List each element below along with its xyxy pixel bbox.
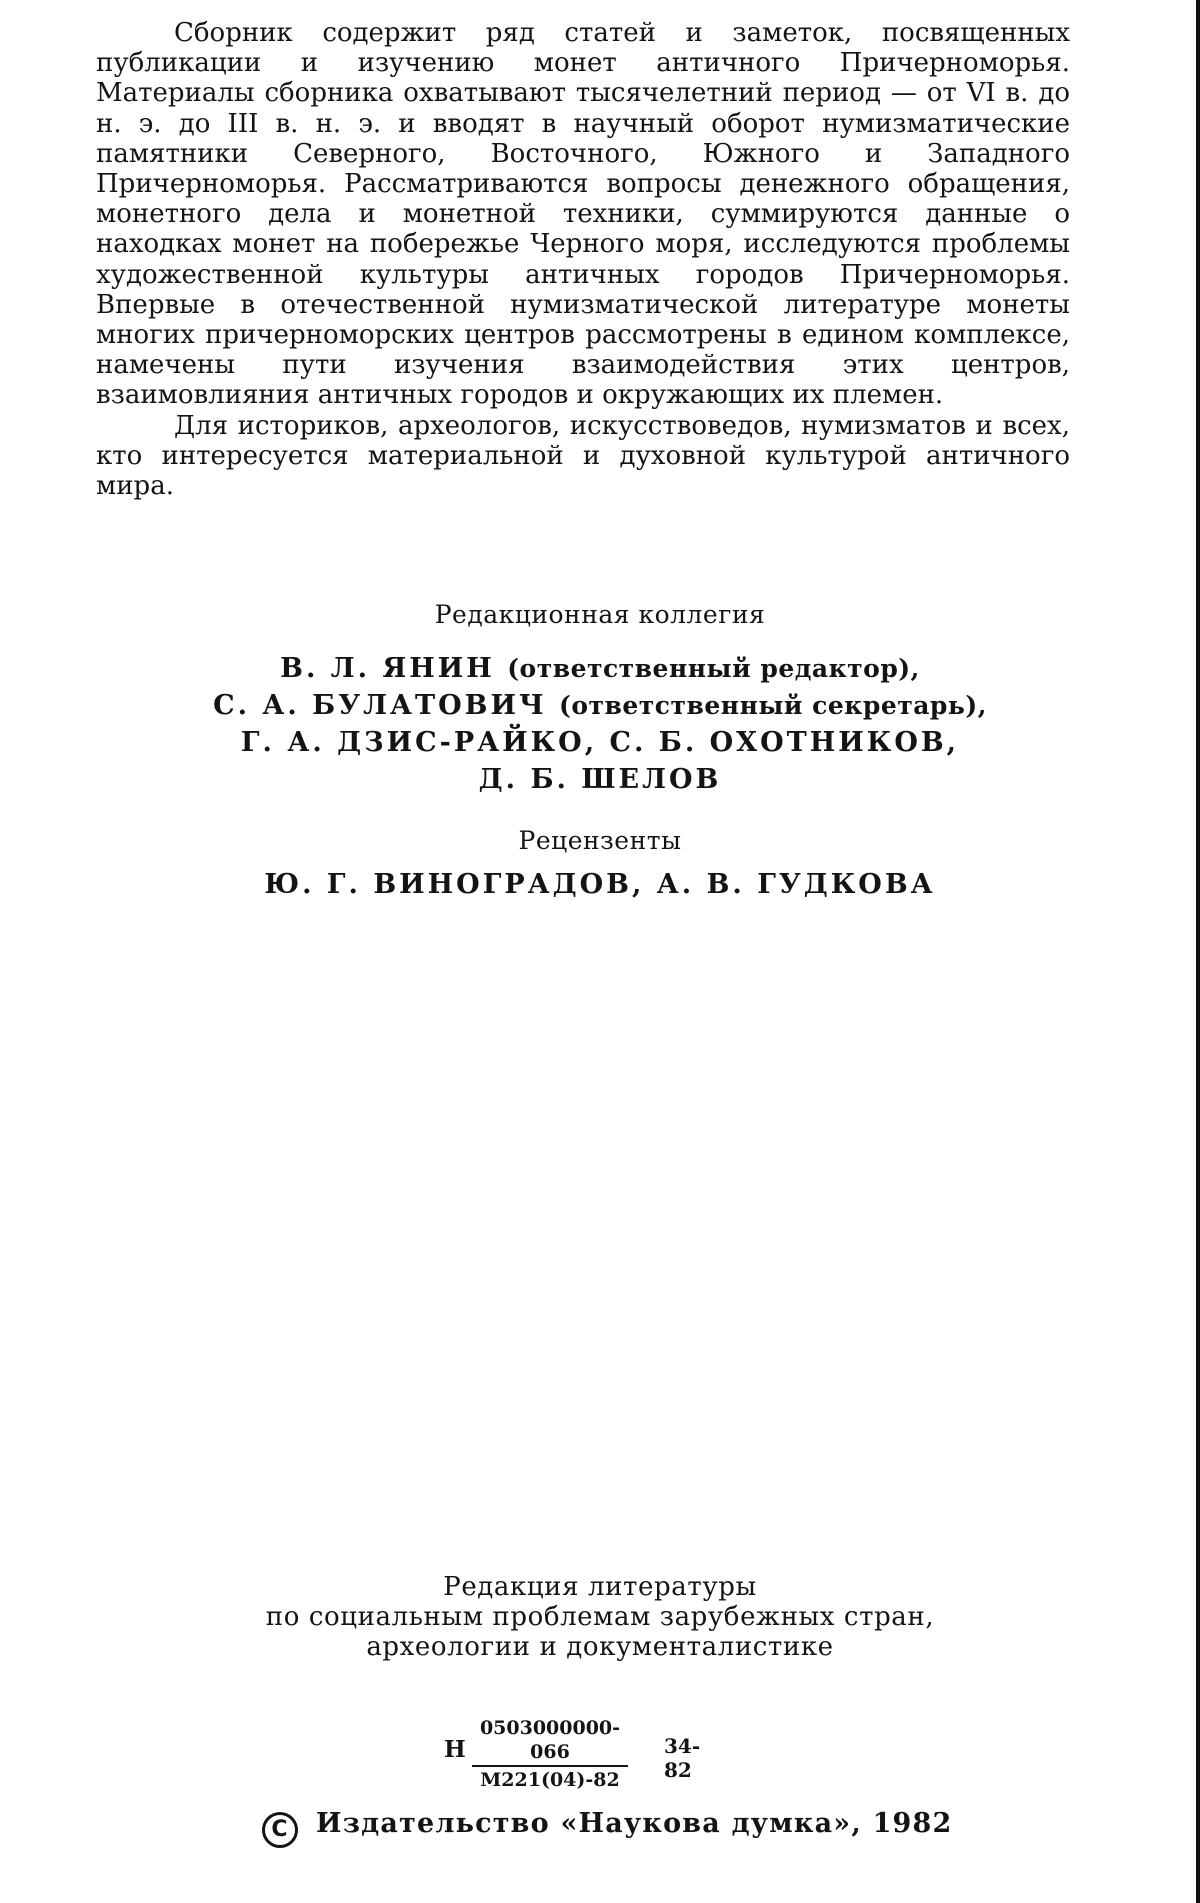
board-member-role: (ответственный секретарь), [559,691,987,720]
editorial-line: Редакция литературы [443,1572,757,1602]
board-heading: Редакционная коллегия [434,600,766,629]
board-member-name: В. Л. ЯНИН [280,653,495,684]
editorial-line: по социальным проблемам зарубежных стран, [265,1602,935,1632]
index-denominator: М221(04)-82 [480,1769,620,1791]
board-member-line [0,761,1200,798]
editorial-line: археологии и документалистике [366,1632,834,1662]
board-member-line [0,724,1200,761]
abstract [96,18,1070,501]
index-fraction [470,1716,630,1792]
fraction-bar [472,1765,628,1767]
board-member-name: Д. Б. ШЕЛОВ [478,764,722,795]
copyright-line [262,1808,962,1848]
abstract-paragraph: Сборник содержит ряд статей и заметок, посвященных публикации и изучению монет античного Причерноморья. Материалы сборника охватывают тысячелетний период — от VI в. до н. э. до III в. н. э. и вводят в научный оборот нумизматические памятники Северного, Восточного, Южного и Западного Причерноморья. Рассматриваются вопросы денежного обращения, монетного дела и монетной техники, суммируются данные о находках монет на побережье Черного моря, исследуются проблемы художественной культуры античных городов Причерноморья. Впервые в отечественной нумизматической литературе монеты многих причерноморских центров рассмотрены в едином комплексе, намечены пути изучения взаимодействия этих центров, взаимовлияния античных городов и окружающих их племен. [96,18,1070,411]
copyright-icon: С [262,1812,298,1848]
editorial-board [0,598,1200,903]
board-member-name: Г. А. ДЗИС-РАЙКО, С. Б. ОХОТНИКОВ, [240,727,960,758]
index-prefix: Н [444,1736,466,1763]
board-member-line [0,687,1200,724]
board-member-line [0,650,1200,687]
abstract-paragraph: Для историков, археологов, искусствоведов, нумизматов и всех, кто интересуется материальной и духовной культурой античного мира. [96,410,1070,502]
index-suffix: 34-82 [664,1734,701,1782]
reviewers-names: Ю. Г. ВИНОГРАДОВ, А. В. ГУДКОВА [264,869,936,900]
editorial-office [0,1572,1200,1662]
index-numerator: 0503000000-066 [479,1717,621,1763]
reviewers-heading: Рецензенты [518,826,682,855]
publisher-text: Издательство «Наукова думка», 1982 [316,1808,953,1839]
board-member-role: (ответственный редактор), [507,654,920,683]
board-member-name: С. А. БУЛАТОВИЧ [213,690,547,721]
